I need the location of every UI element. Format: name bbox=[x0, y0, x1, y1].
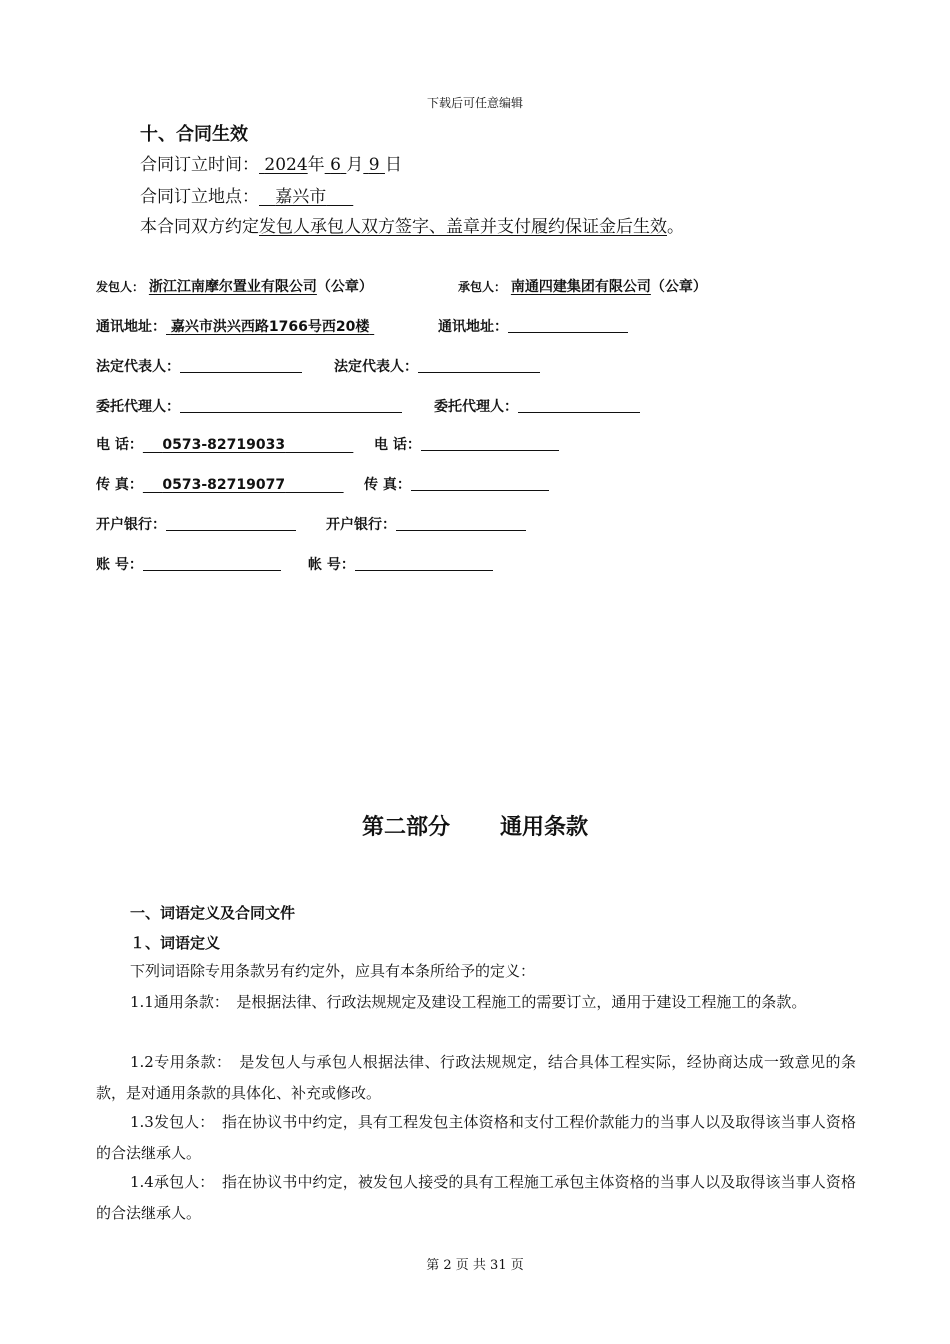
page-number: 第 2 页 共 31 页 bbox=[426, 1258, 524, 1273]
definition-1-1: 1.1通用条款： 是根据法律、行政法规规定及建设工程施工的需要订立，通用于建设工程施工的条款。 bbox=[130, 993, 807, 1011]
month-unit: 月 bbox=[346, 155, 364, 175]
employer-phone-line bbox=[96, 434, 353, 454]
contractor-fax-label: 传 真： bbox=[364, 477, 411, 493]
chapter-heading: 一、词语定义及合同文件 bbox=[130, 904, 296, 922]
contractor-name: 南通四建集团有限公司 bbox=[510, 279, 651, 295]
part-two-number: 第二部分 bbox=[361, 815, 450, 840]
effect-condition: 发包人承包人双方签字、盖章并支付履约保证金后生效 bbox=[259, 217, 667, 237]
employer-bank-line bbox=[96, 514, 296, 534]
contractor-phone-blank bbox=[421, 436, 559, 451]
part-two-name: 通用条款 bbox=[500, 815, 589, 840]
contractor-account-label: 帐 号： bbox=[308, 557, 355, 573]
effect-prefix: 本合同双方约定 bbox=[140, 217, 259, 237]
employer-account-blank bbox=[143, 556, 281, 571]
employer-legal-rep-blank bbox=[180, 358, 302, 373]
contractor-agent-blank bbox=[518, 398, 640, 413]
contractor-phone-label: 电 话： bbox=[374, 437, 421, 453]
effect-clause bbox=[140, 212, 684, 237]
contractor-legal-rep-line bbox=[334, 356, 540, 376]
contractor-label: 承包人： bbox=[458, 280, 507, 294]
employer-agent-label: 委托代理人： bbox=[96, 399, 180, 415]
contract-year: 2024 bbox=[264, 155, 308, 175]
employer-phone-label: 电 话： bbox=[96, 437, 143, 453]
contract-month: 6 bbox=[330, 155, 341, 175]
employer-agent-blank bbox=[180, 398, 402, 413]
contractor-bank-line bbox=[326, 514, 526, 534]
contractor-line bbox=[458, 276, 707, 296]
contractor-fax-line bbox=[364, 474, 549, 494]
employer-fax-line bbox=[96, 474, 344, 494]
employer-address-label: 通讯地址： bbox=[96, 319, 166, 335]
contractor-account-line bbox=[308, 554, 493, 574]
subsection-heading: １、词语定义 bbox=[130, 934, 221, 952]
employer-legal-rep-label: 法定代表人： bbox=[96, 359, 180, 375]
employer-address: 嘉兴市洪兴西路1766号西20楼 bbox=[170, 319, 370, 335]
contractor-legal-rep-blank bbox=[418, 358, 540, 373]
contractor-address-line bbox=[438, 316, 628, 336]
definition-1-4: 1.4承包人： 指在协议书中约定，被发包人接受的具有工程施工承包主体资格的当事人以及取得该当事人资格的合法继承人。 bbox=[96, 1173, 856, 1222]
page-header: 下载后可任意编辑 bbox=[426, 96, 523, 110]
employer-bank-label: 开户银行： bbox=[96, 517, 166, 533]
part-two-title bbox=[0, 810, 950, 841]
definition-1-2: 1.2专用条款： 是发包人与承包人根据法律、行政法规规定，结合具体工程实际，经协商达成一致意见的条款，是对通用条款的具体化、补充或修改。 bbox=[96, 1053, 856, 1102]
employer-seal: （公章） bbox=[316, 279, 373, 295]
employer-name: 浙江江南摩尔置业有限公司 bbox=[148, 279, 317, 295]
contract-day: 9 bbox=[368, 155, 380, 175]
employer-label: 发包人： bbox=[96, 280, 145, 294]
employer-legal-rep-line bbox=[96, 356, 302, 376]
contract-place: 嘉兴市 bbox=[275, 187, 327, 207]
definition-1-3: 1.3发包人： 指在协议书中约定，具有工程发包主体资格和支付工程价款能力的当事人以及取得该当事人资格的合法继承人。 bbox=[96, 1113, 856, 1162]
employer-phone: 0573-82719033 bbox=[162, 437, 286, 453]
contractor-seal: （公章） bbox=[650, 279, 707, 295]
contract-place-line bbox=[140, 182, 353, 207]
contractor-fax-blank bbox=[411, 476, 549, 491]
definitions-intro: 下列词语除专用条款另有约定外，应具有本条所给予的定义： bbox=[130, 962, 536, 980]
section-title: 十、合同生效 bbox=[140, 124, 248, 145]
contractor-account-blank bbox=[355, 556, 493, 571]
employer-account-label: 账 号： bbox=[96, 557, 143, 573]
year-unit: 年 bbox=[307, 155, 325, 175]
employer-fax-label: 传 真： bbox=[96, 477, 143, 493]
contract-date-line bbox=[140, 150, 402, 175]
contractor-agent-label: 委托代理人： bbox=[434, 399, 518, 415]
employer-agent-line bbox=[96, 396, 402, 416]
contractor-bank-label: 开户银行： bbox=[326, 517, 396, 533]
effect-suffix: 。 bbox=[667, 217, 684, 237]
employer-address-line bbox=[96, 316, 374, 336]
contractor-phone-line bbox=[374, 434, 559, 454]
employer-bank-blank bbox=[166, 516, 296, 531]
employer-fax: 0573-82719077 bbox=[162, 477, 286, 493]
contractor-address-blank bbox=[508, 318, 628, 333]
employer-line bbox=[96, 276, 373, 296]
contractor-bank-blank bbox=[396, 516, 526, 531]
contractor-legal-rep-label: 法定代表人： bbox=[334, 359, 418, 375]
contract-place-label: 合同订立地点： bbox=[140, 187, 259, 207]
contract-date-label: 合同订立时间： bbox=[140, 155, 259, 175]
contractor-address-label: 通讯地址： bbox=[438, 319, 508, 335]
day-unit: 日 bbox=[384, 155, 402, 175]
employer-account-line bbox=[96, 554, 281, 574]
contractor-agent-line bbox=[434, 396, 640, 416]
